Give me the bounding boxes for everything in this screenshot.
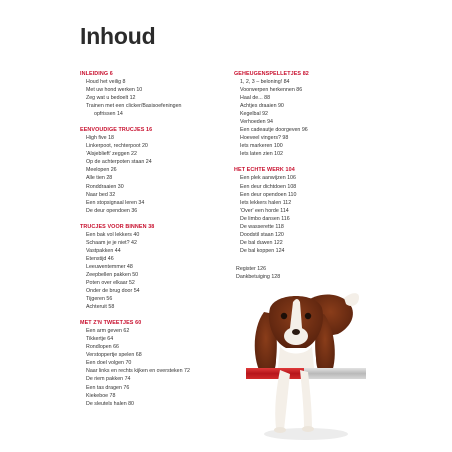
page-title: Inhoud [80, 23, 156, 49]
toc-entry: De riem pakken 74 [86, 376, 131, 383]
toc-entry: Etenstijd 46 [86, 255, 114, 262]
toc-entry: 1, 2, 3 – beloning! 84 [240, 79, 290, 85]
toc-entry: Naar links en rechts kijken en oversteken 72 [86, 368, 190, 375]
toc-entry: Vastpakken 44 [86, 247, 121, 254]
toc-section [80, 126, 230, 214]
toc-section [80, 223, 230, 311]
dog-eye-left [281, 313, 287, 319]
dog-paw-right [302, 426, 314, 432]
toc-list [80, 134, 230, 214]
toc-list [234, 174, 384, 254]
toc-list [234, 78, 384, 158]
section-heading: EENVOUDIGE TRUCJES 16 [80, 127, 153, 134]
toc-entry: Een arm geven 62 [86, 328, 130, 335]
toc-right-column [234, 70, 384, 281]
toc-entry: Doodstil staan 120 [240, 231, 284, 238]
toc-extra-entry: Dankbetuiging 128 [236, 273, 281, 280]
toc-entry: Een plek aanwijzen 106 [240, 175, 296, 182]
toc-entry: Onder de brug door 54 [86, 288, 140, 295]
toc-entry: Zeepbellen pakken 50 [86, 271, 139, 278]
section-heading: HET ECHTE WERK 104 [234, 167, 295, 174]
toc-section [234, 70, 384, 158]
toc-entry: Ronddraaien 30 [86, 183, 124, 190]
toc-entry: Tijgeren 56 [86, 296, 113, 303]
toc-entry: High five 18 [86, 135, 114, 142]
dog-nose [292, 329, 300, 335]
toc-entry: Een deur dichtdoen 108 [240, 183, 297, 190]
toc-entry: Op de achterpoten staan 24 [86, 159, 152, 166]
dog-illustration [246, 272, 366, 444]
toc-section [80, 319, 230, 407]
toc-entry: Een cadeautje doorgeven 96 [240, 127, 308, 134]
toc-entry: Iets lekkers halen 112 [240, 199, 292, 206]
toc-entry: Tikkertje 64 [86, 336, 114, 343]
toc-entry: Een deur opendoen 110 [240, 191, 297, 198]
toc-entry: opfrissen 14 [94, 111, 123, 118]
toc-entry: Met uw hond werken 10 [86, 87, 143, 94]
toc-entry: Verstoppertje spelen 68 [86, 352, 142, 359]
toc-entry: Kiekeboe 78 [86, 392, 116, 399]
toc-entry: Een tas dragen 76 [86, 384, 130, 391]
dog-tail [344, 293, 359, 306]
toc-extra-entry: Register 126 [236, 265, 267, 272]
toc-list [80, 78, 230, 118]
toc-entry: Zeg wat u bedoelt 12 [86, 95, 136, 102]
hurdle-bar-red [246, 368, 304, 379]
toc-entry: Een stopsignaal leren 34 [86, 199, 145, 206]
toc-entry: De sleutels halen 80 [86, 400, 134, 407]
section-heading: INLEIDING 6 [80, 71, 113, 77]
toc-entry: Haal de... 88 [240, 95, 271, 102]
toc-entry: De deur opendoen 36 [86, 207, 138, 214]
toc-entry: Schaam je je niet? 42 [86, 239, 137, 246]
toc-entry: Hoeveel vingers? 98 [240, 135, 289, 142]
section-heading: MET Z'N TWEETJES 60 [80, 320, 142, 327]
toc-entry: De wasserette 118 [240, 223, 284, 230]
toc-entry: Achteruit 58 [86, 304, 115, 311]
toc-entry: Rondlopen 66 [86, 344, 119, 351]
toc-entry: Poten over elkaar 52 [86, 279, 135, 286]
toc-entry: De bal koppen 124 [240, 247, 285, 254]
toc-list [80, 231, 230, 311]
toc-section [234, 166, 384, 254]
toc-entry: 'Alsjeblieft' zeggen 22 [86, 151, 137, 158]
hurdle-bar-grey [304, 368, 366, 379]
toc-entry: De bal duwen 122 [240, 239, 283, 246]
toc-entry: Iets markeren 100 [240, 143, 283, 150]
toc-entry: Voorwerpen herkennen 86 [240, 87, 303, 94]
section-heading: TRUCJES VOOR BINNEN 38 [80, 223, 155, 230]
toc-entry: Meelopen 26 [86, 167, 117, 174]
toc-left-column [80, 70, 230, 416]
toc-entry: Houd het veilig 8 [86, 79, 126, 85]
toc-entry: Een bak vol lekkers 40 [86, 231, 140, 238]
dog-eye-right [305, 313, 311, 319]
toc-entry: Alle tien 28 [86, 175, 113, 182]
toc-entry: 'Over' een horde 114 [240, 207, 289, 214]
toc-entry: Een doel volgen 70 [86, 360, 132, 367]
toc-entry: Linkerpoot, rechterpoot 20 [86, 143, 148, 150]
toc-entry: Trainen met een clicker/Basisoefeningen [86, 103, 182, 110]
toc-section [80, 70, 230, 118]
dog-paw-left [274, 427, 286, 433]
toc-entry: Kegelbal 92 [240, 111, 268, 118]
section-heading: GEHEUGENSPELLETJES 82 [234, 71, 309, 77]
toc-list [80, 327, 230, 407]
toc-entry: Iets laten zien 102 [240, 151, 283, 158]
toc-entry: De limbo dansen 116 [240, 215, 290, 222]
toc-entry: Verhoeden 94 [240, 119, 273, 126]
toc-entry: Leeuwentemmer 48 [86, 263, 133, 270]
toc-entry: Naar bed 32 [86, 191, 116, 198]
toc-entry: Achtjes draaien 90 [240, 103, 284, 110]
